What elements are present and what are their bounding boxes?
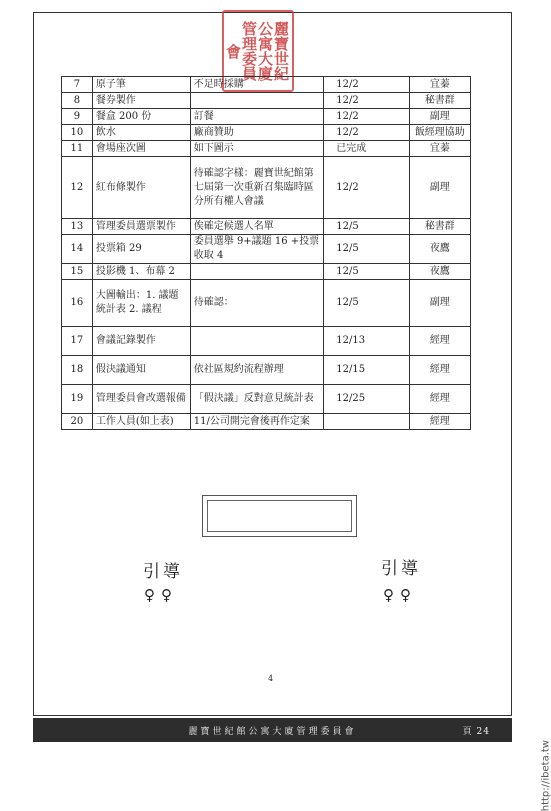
row-note: 「假決議」反對意見統計表 (190, 385, 323, 414)
guide-label-right: 引導 (381, 559, 421, 579)
row-owner: 副理 (409, 280, 470, 327)
table-row (62, 385, 471, 414)
row-owner: 夜鷹 (409, 235, 470, 264)
row-number: 15 (62, 264, 93, 280)
row-date: 12/5 (324, 235, 409, 264)
page-number: 4 (268, 674, 274, 683)
row-date: 12/2 (324, 77, 409, 93)
row-item: 會議記錄製作 (92, 327, 190, 356)
row-note: 待確認字樣：麗寶世紀館第七屆第一次重新召集臨時區分所有權人會議 (190, 157, 323, 219)
table-row (62, 235, 471, 264)
row-number: 17 (62, 327, 93, 356)
row-item: 餐券製作 (92, 93, 190, 109)
row-date: 12/2 (324, 125, 409, 141)
row-item: 飲水 (92, 125, 190, 141)
watermark-url: http://ibeta.tw (540, 740, 551, 811)
table-row (62, 219, 471, 235)
table-row (62, 157, 471, 219)
table-row (62, 141, 471, 157)
table-row (62, 414, 471, 430)
row-date: 12/5 (324, 264, 409, 280)
row-date: 12/15 (324, 356, 409, 385)
row-owner: 秘書群 (409, 219, 470, 235)
row-number: 14 (62, 235, 93, 264)
table-row (62, 327, 471, 356)
table-row (62, 93, 471, 109)
row-number: 20 (62, 414, 93, 430)
row-item: 紅布條製作 (92, 157, 190, 219)
blank-placeholder-inner (207, 500, 352, 532)
row-note: 如下圖示 (190, 141, 323, 157)
row-owner: 副理 (409, 157, 470, 219)
row-note (190, 93, 323, 109)
row-note: 11/公司開完會後再作定案 (190, 414, 323, 430)
row-note: 訂餐 (190, 109, 323, 125)
row-date: 12/25 (324, 385, 409, 414)
footer-title: 麗寶世紀館公寓大廈管理委員會 (188, 727, 357, 737)
table-row (62, 125, 471, 141)
footer-bar (33, 718, 512, 742)
row-date: 已完成 (324, 141, 409, 157)
row-note (190, 327, 323, 356)
row-item: 管理委員選票製作 (92, 219, 190, 235)
row-owner: 經理 (409, 414, 470, 430)
row-date: 12/2 (324, 93, 409, 109)
row-owner: 夜鷹 (409, 264, 470, 280)
row-number: 10 (62, 125, 93, 141)
row-date (324, 414, 409, 430)
guide-figures-left: ♀♀ (144, 586, 178, 604)
row-date: 12/2 (324, 109, 409, 125)
row-date: 12/13 (324, 327, 409, 356)
row-item: 會場座次圖 (92, 141, 190, 157)
row-number: 12 (62, 157, 93, 219)
guide-label-left: 引導 (143, 562, 183, 582)
row-number: 18 (62, 356, 93, 385)
row-note: 俟確定候選人名單 (190, 219, 323, 235)
row-item: 餐盒 200 份 (92, 109, 190, 125)
row-number: 11 (62, 141, 93, 157)
row-owner: 宜蓁 (409, 77, 470, 93)
row-date: 12/2 (324, 157, 409, 219)
row-item: 投票箱 29 (92, 235, 190, 264)
table-row (62, 109, 471, 125)
row-number: 7 (62, 77, 93, 93)
row-item: 原子筆 (92, 77, 190, 93)
row-owner: 飯經理協助 (409, 125, 470, 141)
row-note (190, 264, 323, 280)
row-owner: 宜蓁 (409, 141, 470, 157)
row-number: 8 (62, 93, 93, 109)
row-date: 12/5 (324, 219, 409, 235)
table-row (62, 77, 471, 93)
row-note: 待確認： (190, 280, 323, 327)
row-item: 大圖輸出：1. 議題統計表 2. 議程 (92, 280, 190, 327)
row-item: 假決議通知 (92, 356, 190, 385)
row-note: 廠商贊助 (190, 125, 323, 141)
row-number: 13 (62, 219, 93, 235)
row-owner: 經理 (409, 385, 470, 414)
row-number: 16 (62, 280, 93, 327)
row-item: 管理委員會改選報備 (92, 385, 190, 414)
task-table (61, 76, 471, 430)
row-number: 19 (62, 385, 93, 414)
seal-text: 麗寶世紀公寓大廈管理委員會 (224, 21, 290, 81)
row-owner: 經理 (409, 356, 470, 385)
table-row (62, 264, 471, 280)
table-row (62, 356, 471, 385)
row-number: 9 (62, 109, 93, 125)
table-row (62, 280, 471, 327)
row-note: 依社區規約流程辦理 (190, 356, 323, 385)
row-item: 投影機 1、布幕 2 (92, 264, 190, 280)
row-owner: 秘書群 (409, 93, 470, 109)
row-owner: 副理 (409, 109, 470, 125)
row-date: 12/5 (324, 280, 409, 327)
row-note: 不足時採購 (190, 77, 323, 93)
row-note: 委員選舉 9+議題 16 +投票收取 4 (190, 235, 323, 264)
footer-page-number: 頁 24 (462, 727, 490, 737)
row-item: 工作人員(如上表) (92, 414, 190, 430)
guide-figures-right: ♀♀ (383, 586, 417, 604)
row-owner: 經理 (409, 327, 470, 356)
